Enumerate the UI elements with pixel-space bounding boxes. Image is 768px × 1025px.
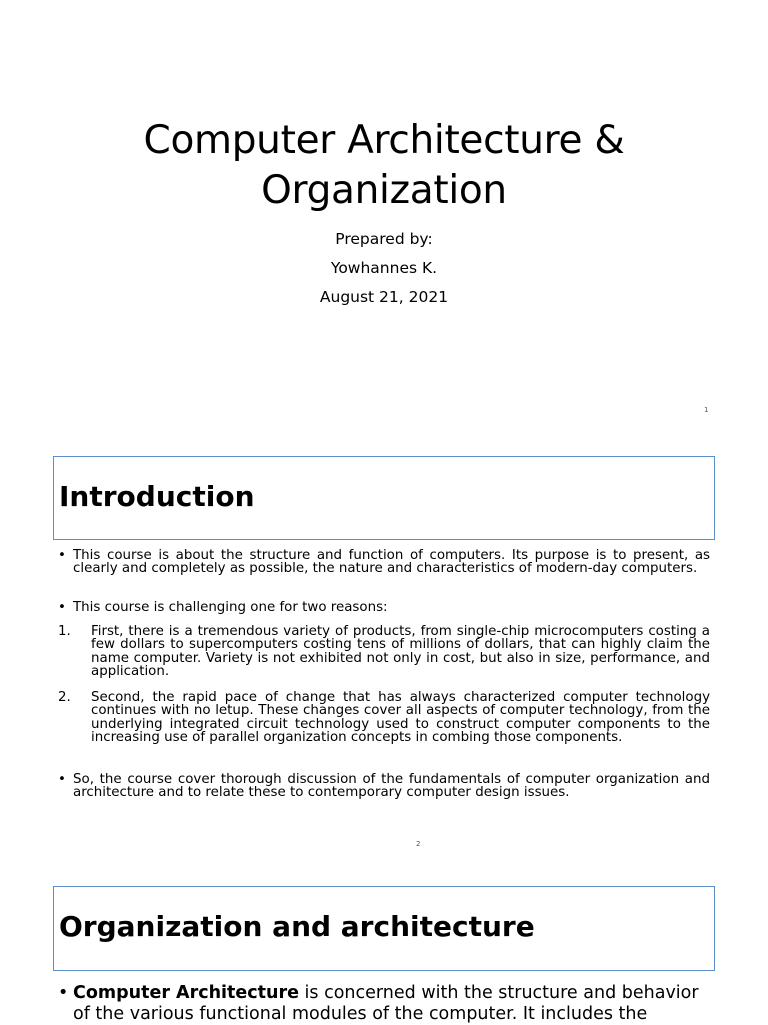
numbered-item-text: Second, the rapid pace of change that has always characterized computer technology continues with no letup. These changes cover all aspects of computer technology, from the underlying integrated circuit technology used to construct computer components to the increasing use of parallel organization concepts in combing those components. <box>91 690 710 746</box>
title-line-1: Computer Architecture & <box>143 118 625 163</box>
presentation-date: August 21, 2021 <box>319 288 449 306</box>
bullet-text: So, the course cover thorough discussion of the fundamentals of computer organization and architecture and to relate these to contemporary computer design issues. <box>73 772 710 801</box>
introduction-title-box <box>53 456 715 540</box>
bold-term: Computer Architecture <box>73 983 299 1003</box>
organization-title-box <box>53 886 715 971</box>
bullet-text <box>73 983 710 1025</box>
presentation-title <box>0 116 768 216</box>
author-name: Yowhannes K. <box>330 259 438 277</box>
bullet-text: This course is about the structure and function of computers. Its purpose is to present, as clearly and completely as possible, the nature and characteristics of modern-day computers. <box>73 548 710 577</box>
bullet-icon: • <box>58 600 66 615</box>
bullet-icon: • <box>58 548 66 563</box>
numbered-item-text: First, there is a tremendous variety of products, from single-chip microcomputers costing a few dollars to supercomputers costing tens of millions of dollars, that can highly claim the name computer. Variety is not exhibited not only in cost, but also in size, performance, and application. <box>91 624 710 680</box>
introduction-title: Introduction <box>59 480 255 513</box>
page-number-1: 1 <box>704 406 709 414</box>
bullet-icon: • <box>58 983 69 1003</box>
page-number-2: 2 <box>416 840 421 848</box>
bullet-text: This course is challenging one for two reasons: <box>73 600 388 615</box>
organization-title: Organization and architecture <box>59 910 535 943</box>
title-slide <box>0 0 768 430</box>
item-number: 1. <box>58 624 71 639</box>
prepared-by-label: Prepared by: <box>335 230 433 248</box>
bullet-continuation: is concerned with the structure and behavior of the various functional modules of the computer. It includes the <box>73 983 699 1024</box>
item-number: 2. <box>58 690 71 705</box>
title-line-2: Organization <box>261 168 507 213</box>
bullet-icon: • <box>58 772 66 787</box>
